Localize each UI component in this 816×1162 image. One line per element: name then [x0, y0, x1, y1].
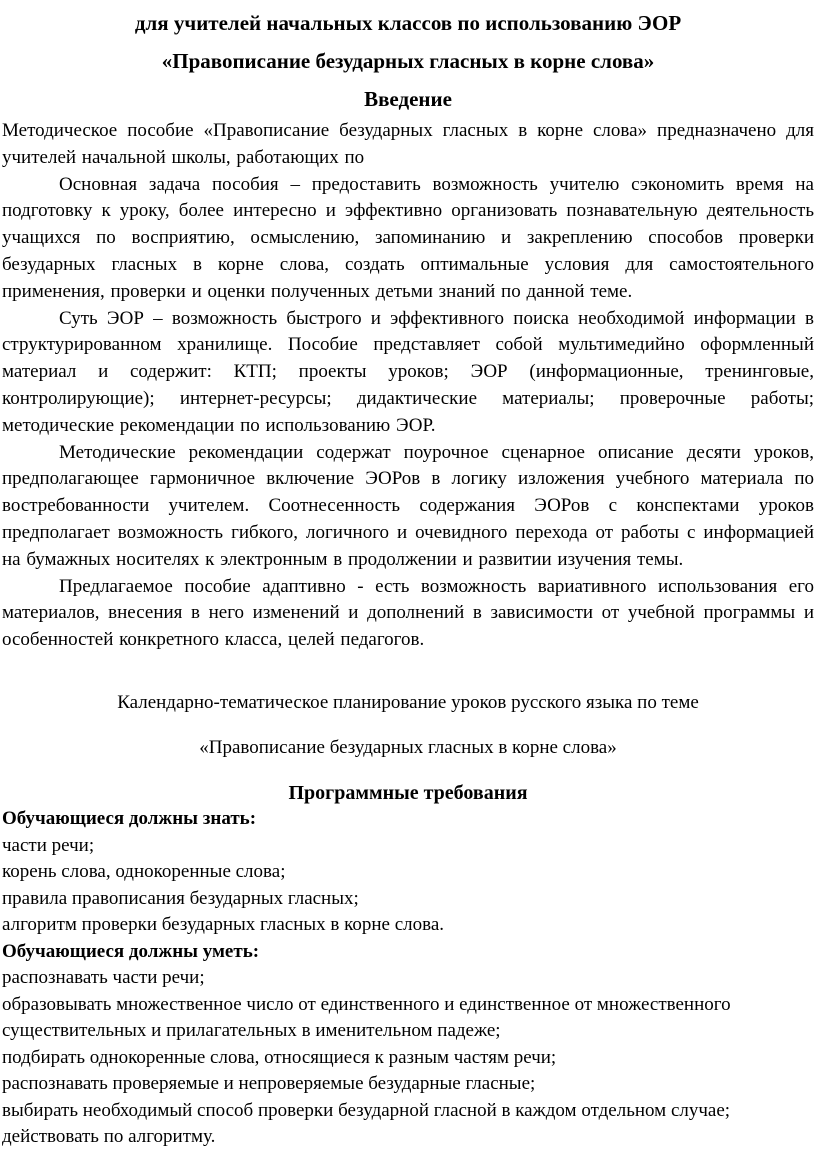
intro-paragraph-4: Методические рекомендации содержат поурочное сценарное описание десяти уроков, предполагающее гармоничное включение ЭОРов в логику изложения учебного материала по востребованности учителем. Соотнесенность содержания ЭОРов с конспектами уроков предполагает возможность гибкого, логичного и очевидного перехода от работы с информацией на бумажных носителях к электронным в продолжении и развитии изучения темы. [2, 441, 814, 570]
know-item: корень слова, однокоренные слова; [2, 861, 286, 883]
know-heading: Обучающиеся должны знать: [2, 808, 257, 830]
intro-paragraph-2: Основная задача пособия – предоставить возможность учителю сэкономить время на подготовку к уроку, более интересно и эффективно организовать познавательную деятельность учащихся по восприятию, осмыслению, запоминанию и закреплению способов проверки безударных гласных в корне слова, создать оптимальные условия для самостоятельного применения, проверки и оценки полученных детьми знаний по данной теме. [2, 173, 814, 302]
able-item: образовывать множественное число от единственного и единственное от множественного существительных и прилагательных в именительном падеже; [2, 993, 731, 1042]
introduction-section [2, 118, 814, 654]
able-item: действовать по алгоритму. [2, 1126, 216, 1148]
document-header [2, 4, 814, 118]
title-line-2: «Правописание безударных гласных в корне слова» [161, 49, 655, 73]
requirements-section [2, 806, 814, 1151]
planning-section [2, 690, 814, 806]
planning-title-line-1: Календарно-тематическое планирование уроков русского языка по теме [117, 691, 699, 713]
know-item: правила правописания безударных гласных; [2, 887, 359, 909]
program-requirements-heading: Программные требования [288, 781, 528, 804]
able-item: выбирать необходимый способ проверки безударной гласной в каждом отдельном случае; [2, 1099, 731, 1121]
planning-title-line-2: «Правописание безударных гласных в корне слова» [199, 736, 617, 758]
intro-paragraph-1: Методическое пособие «Правописание безударных гласных в корне слова» предназначено для учителей начальной школы, работающих по [2, 120, 814, 168]
able-item: распознавать части речи; [2, 967, 205, 989]
know-item: алгоритм проверки безударных гласных в корне слова. [2, 914, 445, 936]
title-line-1: для учителей начальных классов по использованию ЭОР [134, 11, 682, 35]
able-heading: Обучающиеся должны уметь: [2, 940, 260, 962]
able-item: распознавать проверяемые и непроверяемые безударные гласные; [2, 1073, 536, 1095]
intro-paragraph-5: Предлагаемое пособие адаптивно - есть возможность вариативного использования его материалов, внесения в него изменений и дополнений в зависимости от учебной программы и особенностей конкретного класса, целей педагогов. [2, 575, 814, 651]
able-item: подбирать однокоренные слова, относящиеся к разным частям речи; [2, 1046, 557, 1068]
introduction-heading: Введение [364, 87, 452, 111]
intro-paragraph-3: Суть ЭОР – возможность быстрого и эффективного поиска необходимой информации в структурированном хранилище. Пособие представляет собой мультимедийно оформленный материал и содержит: КТП; проекты уроков; ЭОР (информационные, тренинговые, контролирующие); интернет-ресурсы; дидактические материалы; проверочные работы; методические рекомендации по использованию ЭОР. [2, 307, 814, 436]
know-item: части речи; [2, 834, 95, 856]
